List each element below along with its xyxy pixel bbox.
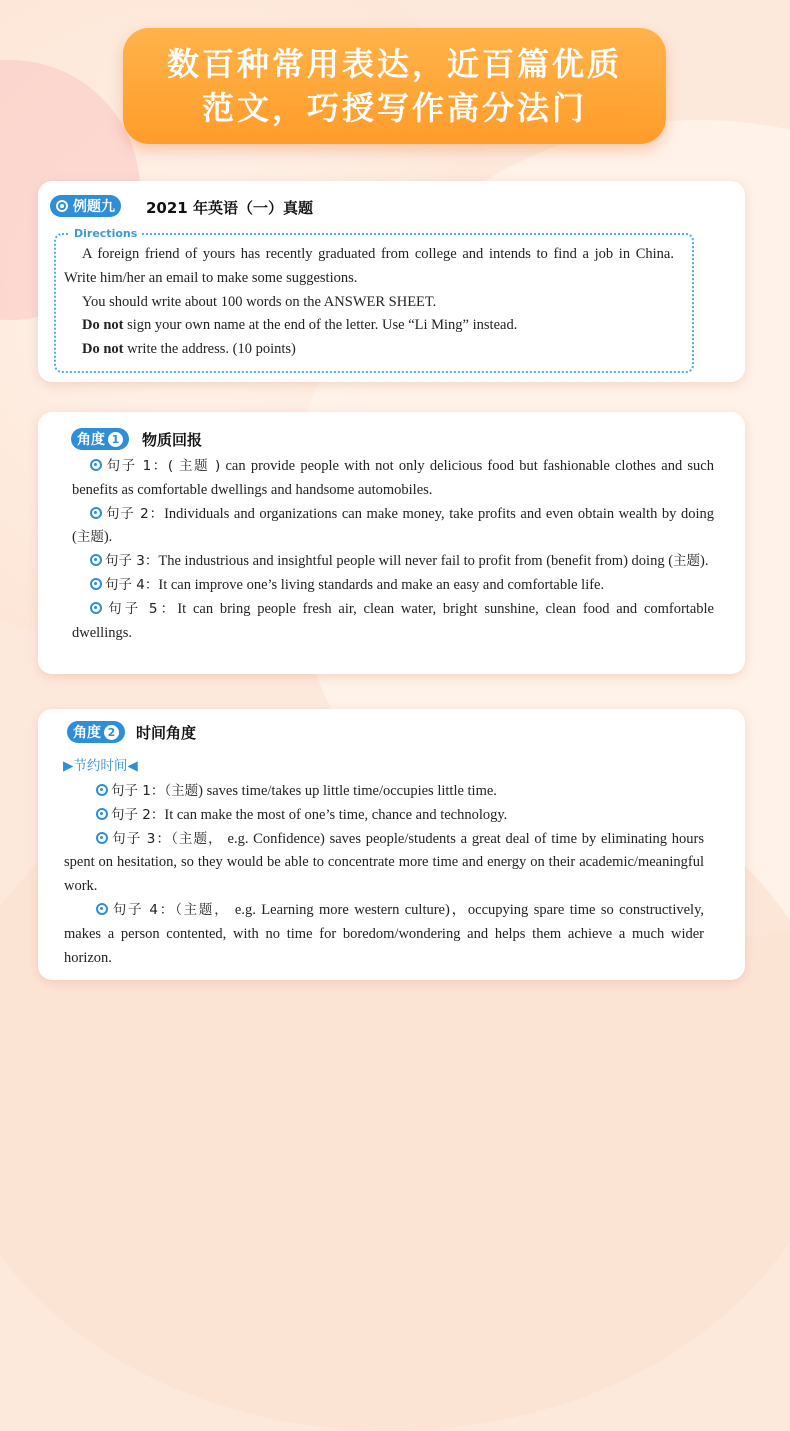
target-icon: [56, 200, 68, 212]
angle-card-1: [38, 412, 745, 674]
example-tag-label: 例题九: [73, 199, 115, 215]
angle-tag-label: 角度: [77, 432, 105, 448]
location-pin-icon: [96, 808, 108, 820]
sentence-item: 句子 2：It can make the most of one’s time, chance and technology.: [64, 804, 704, 828]
sentence-list: [64, 780, 704, 970]
sentence-item: 句子 4：It can improve one’s living standards and make an easy and comfortable life.: [72, 574, 714, 598]
sentence-item: 句子 5：It can bring people fresh air, clean water, bright sunshine, clean food and comfortable dwellings.: [72, 600, 714, 641]
location-pin-icon: [90, 459, 102, 471]
section-subheading: ▶节约时间◀: [63, 758, 138, 774]
headline-banner: [123, 28, 666, 144]
directions-line: You should write about 100 words on the ANSWER SHEET.: [82, 293, 437, 310]
location-pin-icon: [90, 554, 102, 566]
example-tag: [50, 195, 121, 217]
sentence-item: 句子 1：( 主题 ) can provide people with not only delicious food but fashionable clothes and such benefits as comfortable dwellings and handsome automobiles.: [72, 458, 714, 498]
headline-line-1: 数百种常用表达，近百篇优质: [166, 45, 622, 83]
headline-line-2: 范文，巧授写作高分法门: [201, 89, 587, 127]
directions-label: Directions: [70, 227, 141, 240]
angle-card-2: [38, 709, 745, 980]
directions-text: [64, 243, 674, 362]
directions-line: A foreign friend of yours has recently graduated from college and intends to find a job in China. Write him/her an email to make some suggestions.: [64, 246, 674, 286]
sentence-list: [72, 455, 714, 645]
location-pin-icon: [90, 507, 102, 519]
angle-tag-number: 2: [104, 725, 119, 740]
angle-tag-number: 1: [108, 432, 123, 447]
example-title: 2021 年英语（一）真题: [146, 199, 313, 217]
location-pin-icon: [90, 578, 102, 590]
angle-tag: [71, 428, 129, 450]
location-pin-icon: [90, 602, 102, 614]
example-card: [38, 181, 745, 382]
sentence-item: 句子 3：The industrious and insightful people will never fail to profit from (benefit from) doing (主题).: [72, 550, 714, 574]
sentence-item: 句子 4：（主题， e.g. Learning more western culture)，occupying spare time so constructively, makes a person contented, with no time for boredom/wondering and helps them achieve a much wider horizon.: [64, 901, 705, 966]
angle-tag: [67, 721, 125, 743]
directions-line: Do not write the address. (10 points): [82, 341, 296, 358]
location-pin-icon: [96, 903, 108, 915]
location-pin-icon: [96, 832, 108, 844]
angle-tag-label: 角度: [73, 725, 101, 741]
angle-title: 时间角度: [136, 724, 197, 742]
sentence-item: 句子 3：（主题， e.g. Confidence) saves people/students a great deal of time by eliminating hours spent on hesitation, so they would be able to concentrate more time and energy on their academic/meaningful work.: [64, 830, 704, 895]
angle-title: 物质回报: [142, 431, 203, 449]
location-pin-icon: [96, 784, 108, 796]
sentence-item: 句子 2：Individuals and organizations can make money, take profits and even obtain wealth by doing (主题).: [72, 505, 715, 546]
sentence-item: 句子 1：（主题) saves time/takes up little time/occupies little time.: [64, 780, 704, 804]
directions-line: Do not sign your own name at the end of the letter. Use “Li Ming” instead.: [82, 317, 518, 334]
